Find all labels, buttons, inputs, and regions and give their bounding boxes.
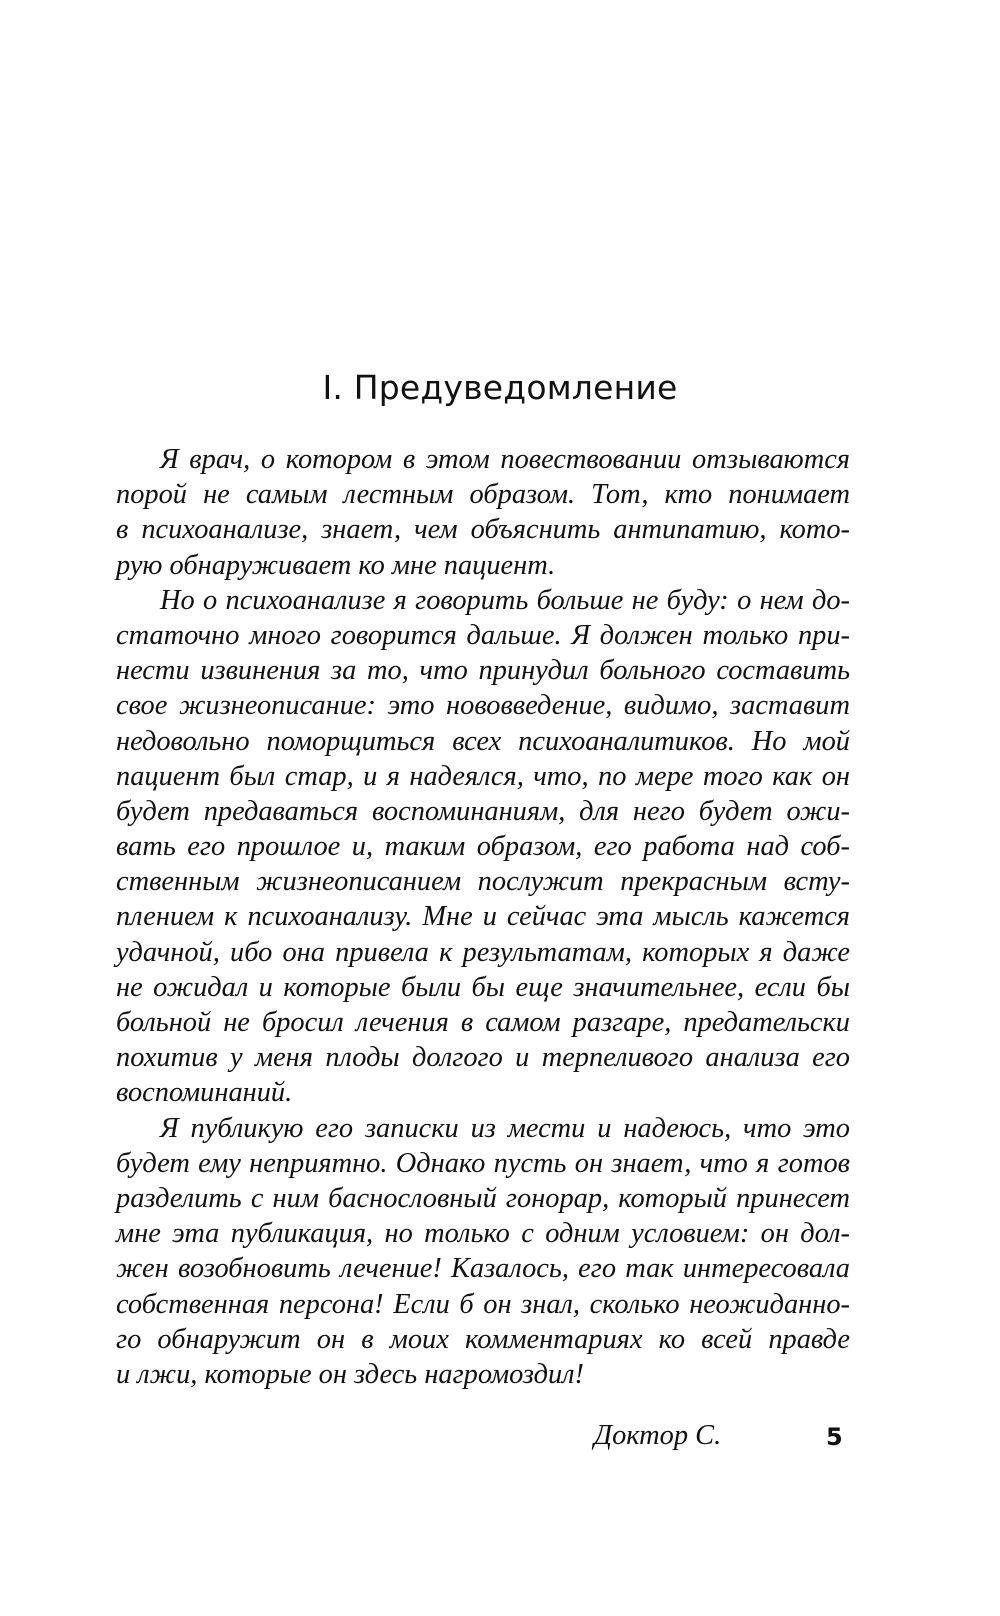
paragraph-3	[116, 1111, 850, 1393]
paragraph-2	[116, 583, 850, 1111]
text-line: будет ему неприятно. Однако пусть он знает, что я готов	[116, 1147, 850, 1179]
text-line: рую обнаруживает ко мне пациент.	[116, 549, 556, 581]
text-line: будет предаваться воспоминаниям, для него будет ожи-	[116, 795, 850, 827]
text-line: свое жизнеописание: это нововведение, видимо, заставит	[116, 690, 850, 722]
text-line: Я публикую его записки из мести и надеюсь, что это	[160, 1112, 850, 1144]
text-line: пациент был стар, и я надеялся, что, по мере того как он	[116, 760, 850, 792]
text-line: удачной, ибо она привела к результатам, которых я даже	[116, 936, 850, 968]
text-line: Я врач, о котором в этом повествовании отзываются	[160, 444, 850, 475]
text-line: похитив у меня плоды долгого и терпеливого анализа его	[116, 1042, 850, 1074]
text-line: в психоанализе, знает, чем объяснить антипатию, кото-	[116, 514, 850, 546]
body-text	[116, 442, 850, 1392]
text-line: воспоминаний.	[116, 1077, 293, 1109]
text-line: не ожидал и которые были бы еще значительнее, если бы	[116, 971, 850, 1003]
text-line: мне эта публикация, но только с одним условием: он дол-	[116, 1218, 850, 1250]
text-line: недовольно поморщиться всех психоаналитиков. Но мой	[116, 725, 850, 757]
chapter-title: I. Предуведомление	[322, 368, 678, 407]
paragraph-1	[116, 442, 850, 583]
text-line: го обнаружит он в моих комментариях ко всей правде	[116, 1323, 850, 1355]
text-line: вать его прошлое и, таким образом, его работа над соб-	[116, 831, 850, 863]
text-line: разделить с ним баснословный гонорар, который принесет	[116, 1182, 850, 1214]
text-line: порой не самым лестным образом. Тот, кто понимает	[116, 479, 850, 511]
text-line: собственная персона! Если б он знал, сколько неожиданно-	[116, 1288, 850, 1320]
text-line: статочно много говорится дальше. Я должен только при-	[116, 619, 850, 651]
text-line: жен возобновить лечение! Казалось, его так интересовала	[116, 1253, 850, 1285]
text-line: нести извинения за то, что принудил больного составить	[116, 655, 850, 687]
text-line: ственным жизнеописанием послужит прекрасным всту-	[116, 866, 850, 898]
page-number: 5	[826, 1423, 843, 1451]
signature: Доктор С.	[594, 1420, 722, 1451]
text-line: больной не бросил лечения в самом разгаре, предательски	[116, 1007, 850, 1038]
text-line: Но о психоанализе я говорить больше не буду: о нем до-	[160, 584, 850, 616]
text-line: и лжи, которые он здесь нагромоздил!	[116, 1358, 585, 1390]
text-line: плением к психоанализу. Мне и сейчас эта мысль кажется	[116, 901, 850, 933]
